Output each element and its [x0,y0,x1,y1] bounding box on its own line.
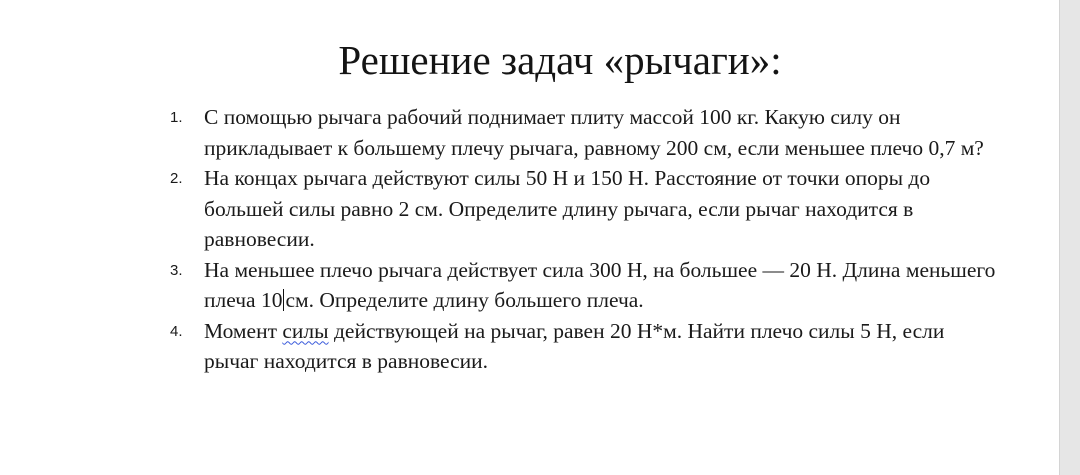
task-item-4[interactable] [168,316,998,377]
task-text: На концах рычага действуют силы 50 Н и 150 Н. Расстояние от точки опоры до большей силы равно 2 см. Определите длину рычага, если рычаг находится в равновесии. [204,166,931,251]
task-text: С помощью рычага рабочий поднимает плиту массой 100 кг. Какую силу он прикладывает к большему плечу рычага, равному 200 см, если меньшее плечо 0,7 м? [204,105,984,160]
task-list [168,102,998,377]
spellcheck-marked-word[interactable]: силы [282,318,329,343]
task-text-start: Момент [204,318,283,343]
task-number: 1. [170,109,183,126]
scrollbar-track[interactable] [1059,0,1080,475]
document-title: Решение задач «рычаги»: [338,37,782,83]
task-text-start: На меньшее плечо рычага действует сила 300 Н, на большее — 20 Н. Длина меньшего плеча 10 [204,257,996,312]
task-item-2[interactable] [168,163,998,255]
task-text-end: см. Определите длину большего плеча. [285,288,644,312]
task-number: 2. [170,170,183,187]
task-number: 4. [170,322,183,340]
task-text-end: действующей на рычаг, равен 20 Н*м. Найти плечо силы 5 Н, если рычаг находится в равновесии. [204,318,945,373]
task-item-3[interactable] [168,255,998,316]
task-number: 3. [170,261,183,279]
task-item-1[interactable] [168,102,998,163]
